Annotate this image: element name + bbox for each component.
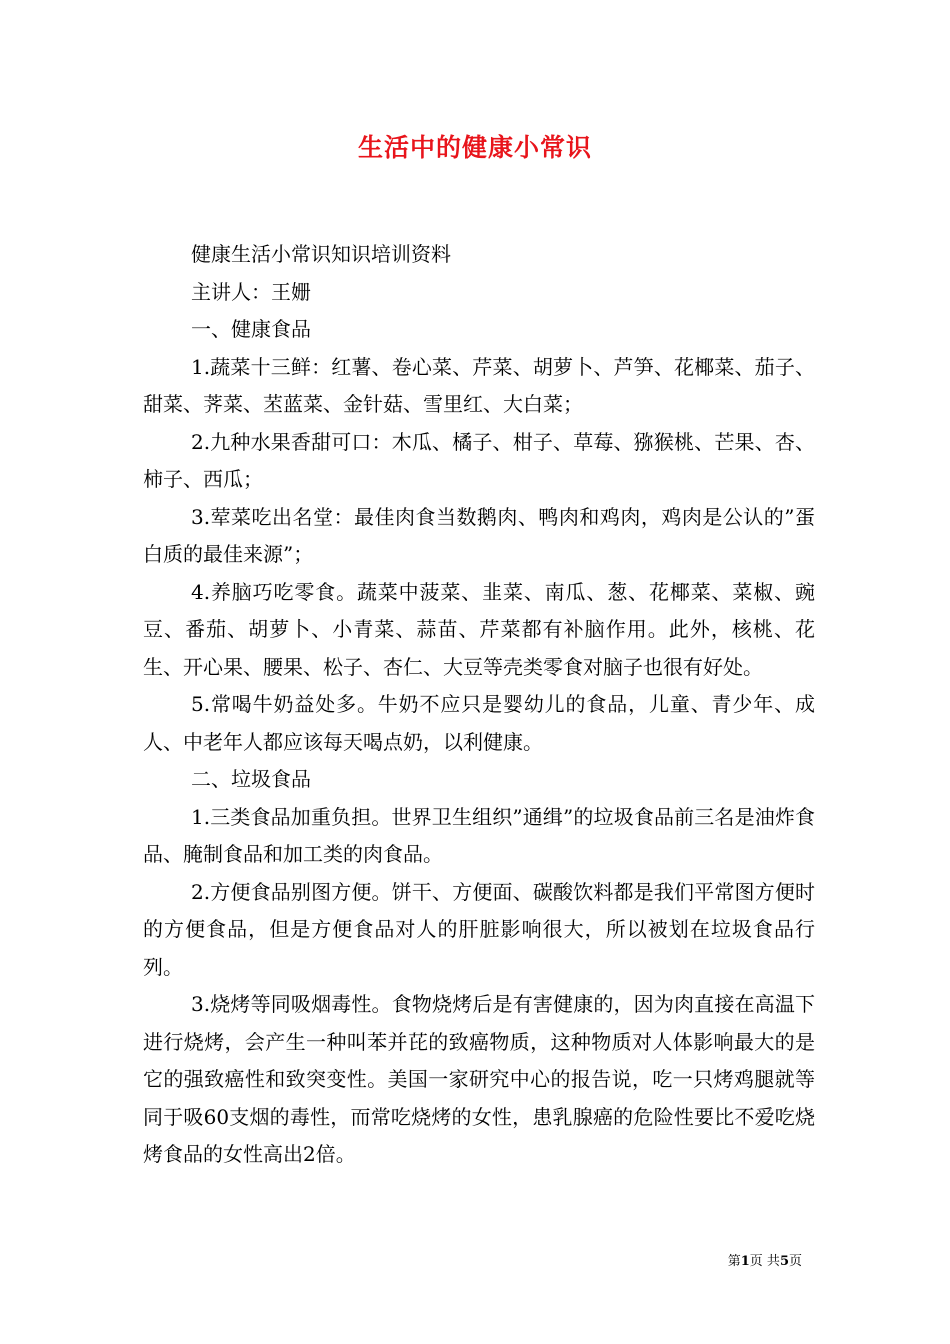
paragraph-fruits: 2.九种水果香甜可口：木瓜、橘子、柑子、草莓、猕猴桃、芒果、杏、柿子、西瓜； [143,429,815,491]
paragraph-brain-snacks: 4.养脑巧吃零食。蔬菜中菠菜、韭菜、南瓜、葱、花椰菜、菜椒、豌豆、番茄、胡萝卜、小青菜、蒜苗、芹菜都有补脑作用。此外，核桃、花生、开心果、腰果、松子、杏仁、大豆等壳类零食对脑子也很有好处。 [143,579,815,679]
paragraph-three-foods: 1.三类食品加重负担。世界卫生组织”通缉”的垃圾食品前三名是油炸食品、腌制食品和加工类的肉食品。 [143,804,815,866]
footer-total-pages: 5 [779,1254,789,1269]
document-title: 生活中的健康小常识 [357,133,592,162]
section-heading-junk-food: 二、垃圾食品 [191,767,311,791]
paragraph-subtitle: 健康生活小常识知识培训资料 [191,242,451,266]
footer-current-page: 1 [740,1254,750,1269]
footer-middle: 页 共 [749,1254,780,1269]
footer-prefix: 第 [727,1254,741,1269]
paragraph-speaker: 主讲人：王姗 [191,279,311,304]
section-heading-healthy-food: 一、健康食品 [191,317,311,341]
paragraph-instant-food: 2.方便食品别图方便。饼干、方便面、碳酸饮料都是我们平常图方便时的方便食品，但是方便食品对人的肝脏影响很大，所以被划在垃圾食品行列。 [143,879,815,979]
page-number-footer [728,1250,802,1269]
footer-suffix: 页 [788,1254,802,1269]
paragraph-vegetables: 1.蔬菜十三鲜：红薯、卷心菜、芹菜、胡萝卜、芦笋、花椰菜、茄子、甜菜、荠菜、苤蓝菜、金针菇、雪里红、大白菜； [143,354,815,416]
paragraph-milk: 5.常喝牛奶益处多。牛奶不应只是婴幼儿的食品，儿童、青少年、成人、中老年人都应该每天喝点奶，以利健康。 [143,692,815,754]
document-body [143,236,815,1174]
paragraph-barbecue: 3.烧烤等同吸烟毒性。食物烧烤后是有害健康的，因为肉直接在高温下进行烧烤，会产生一种叫苯并芘的致癌物质，这种物质对人体影响最大的是它的强致癌性和致突变性。美国一家研究中心的报告说，吃一只烤鸡腿就等同于吸60支烟的毒性，而常吃烧烤的女性，患乳腺癌的危险性要比不爱吃烧烤食品的女性高出2倍。 [143,992,815,1166]
paragraph-meat: 3.荤菜吃出名堂：最佳肉食当数鹅肉、鸭肉和鸡肉，鸡肉是公认的”蛋白质的最佳来源”； [143,504,815,566]
